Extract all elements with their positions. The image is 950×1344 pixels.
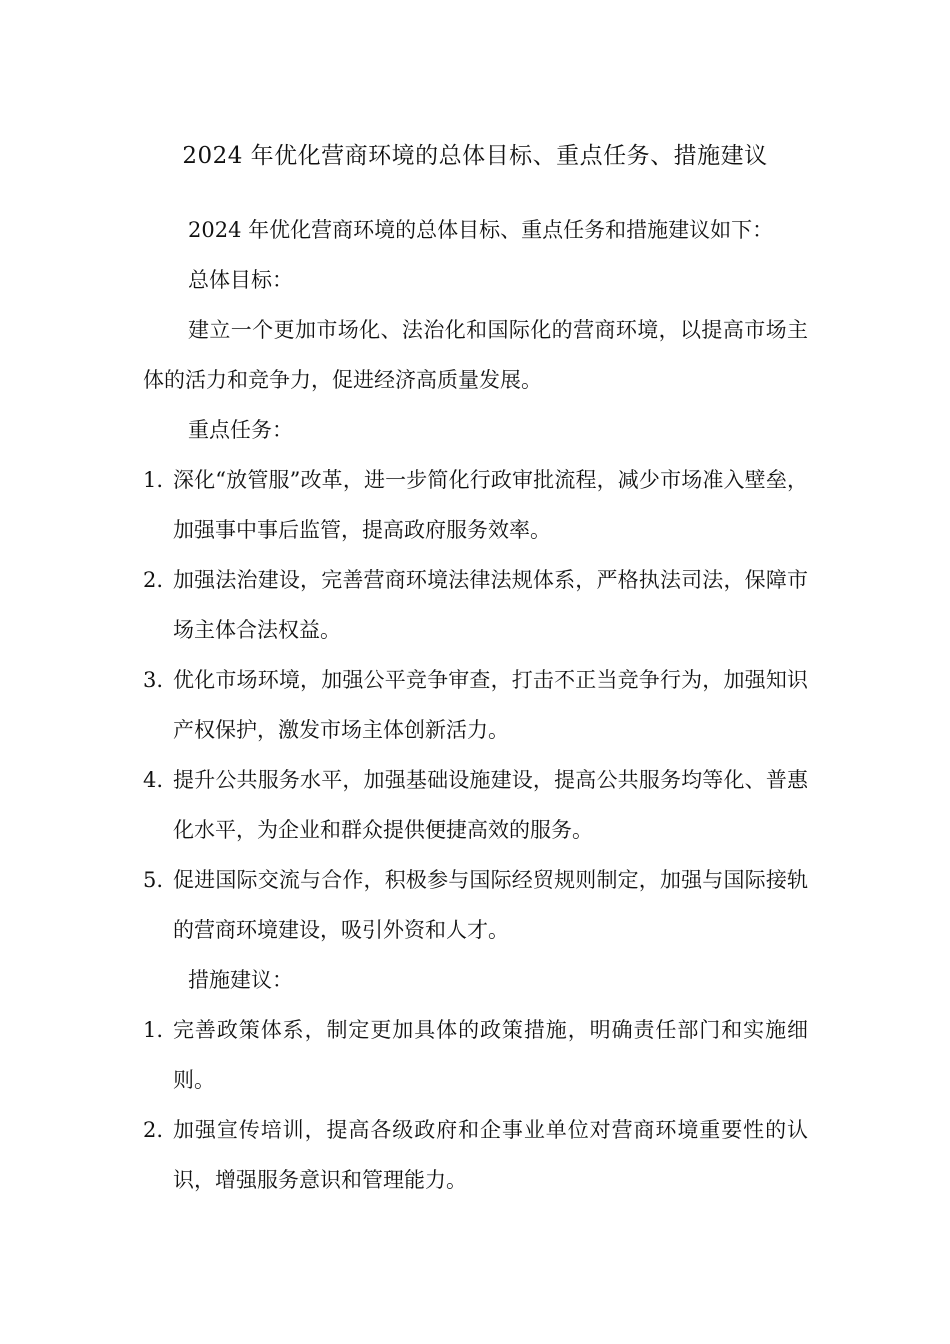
task-number: 3. [143,668,164,692]
goal-heading: 总体目标： [188,268,293,292]
measure-text: 加强宣传培训，提高各级政府和企事业单位对营商环境重要性的认识，增强服务意识和管理能力。 [173,1118,808,1192]
measure-item-2 [143,1105,808,1205]
task-item-5 [143,855,808,955]
task-text: 提升公共服务水平，加强基础设施建设，提高公共服务均等化、普惠化水平，为企业和群众提供便捷高效的服务。 [173,768,808,842]
task-text: 促进国际交流与合作，积极参与国际经贸规则制定，加强与国际接轨的营商环境建设，吸引外资和人才。 [173,868,808,942]
measure-text: 完善政策体系，制定更加具体的政策措施，明确责任部门和实施细则。 [173,1018,808,1092]
task-text: 加强法治建设，完善营商环境法律法规体系，严格执法司法，保障市场主体合法权益。 [173,568,808,642]
tasks-heading: 重点任务： [188,418,293,442]
task-text: 深化“放管服”改革，进一步简化行政审批流程，减少市场准入壁垒，加强事中事后监管，提高政府服务效率。 [173,468,808,542]
measures-heading: 措施建议： [188,968,293,992]
goal-paragraph: 建立一个更加市场化、法治化和国际化的营商环境，以提高市场主体的活力和竞争力，促进经济高质量发展。 [143,318,808,392]
measure-number: 2. [143,1118,164,1142]
document-title: 2024 年优化营商环境的总体目标、重点任务、措施建议 [182,143,768,169]
document-body [143,205,808,1205]
measure-item-1 [143,1005,808,1105]
task-number: 1. [143,468,164,492]
task-number: 5. [143,868,164,892]
task-text: 优化市场环境，加强公平竞争审查，打击不正当竞争行为，加强知识产权保护，激发市场主体创新活力。 [173,668,808,742]
task-item-2 [143,555,808,655]
task-item-3 [143,655,808,755]
measure-number: 1. [143,1018,164,1042]
intro-paragraph: 2024 年优化营商环境的总体目标、重点任务和措施建议如下： [188,218,774,242]
task-number: 4. [143,768,164,792]
task-item-1 [143,455,808,555]
task-number: 2. [143,568,164,592]
task-item-4 [143,755,808,855]
